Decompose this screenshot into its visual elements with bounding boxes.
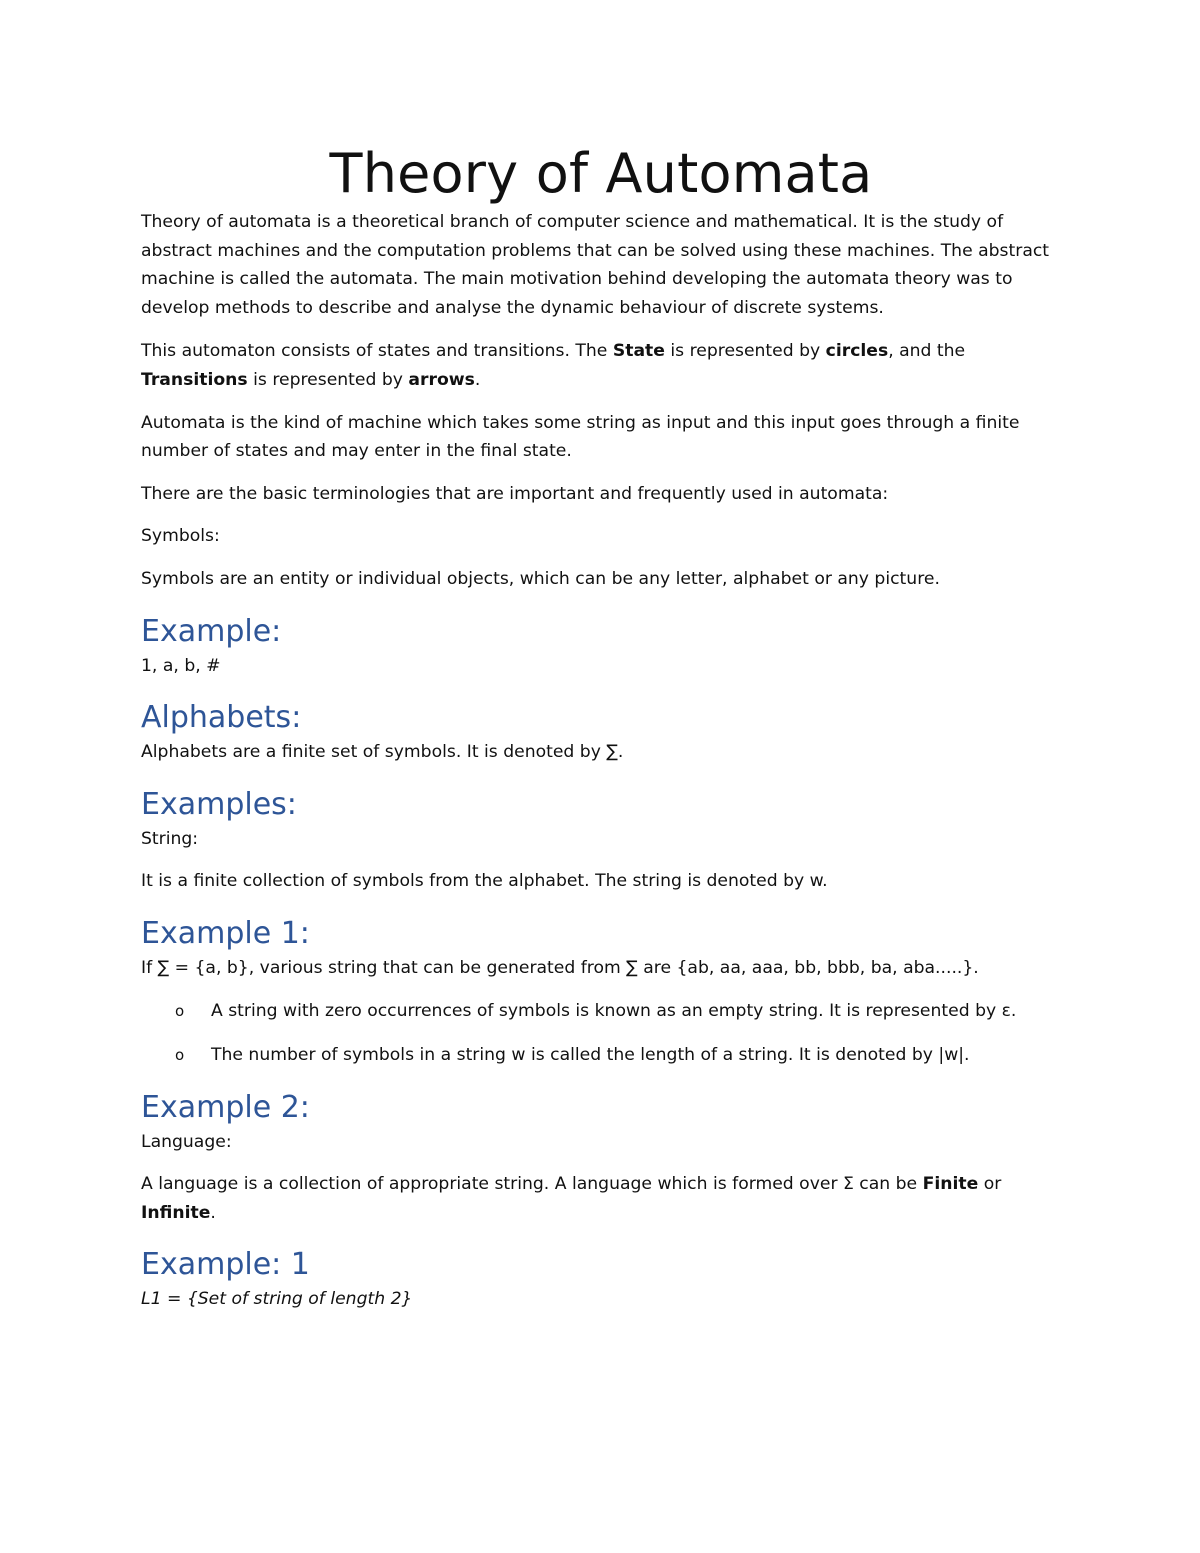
example1-text: If ∑ = {a, b}, various string that can be generated from ∑ are {ab, aa, aaa, bb, bbb, ba, aba.....}.: [141, 957, 979, 978]
finite-bold: Finite: [922, 1174, 979, 1195]
automata-paragraph: Automata is the kind of machine which takes some string as input and this input goes through a finite number of states and may enter in the final state.: [141, 412, 1020, 462]
language-text-2: or: [978, 1174, 1002, 1195]
example-1b-heading: Example: 1: [141, 1247, 310, 1283]
example-heading: Example:: [141, 613, 282, 649]
intro-paragraph: Theory of automata is a theoretical branch of computer science and mathematical. It is the study of abstract machines and the computation problems that can be solved using these machines. The abstract machine is called the automata. The main motivation behind developing the automata theory was to develop methods to describe and analyse the dynamic behaviour of discrete systems.: [141, 212, 1050, 318]
example1-heading: Example 1:: [141, 915, 310, 951]
bullet-marker: o: [175, 1046, 185, 1065]
example-values: 1, a, b, #: [141, 655, 221, 676]
symbols-definition: Symbols are an entity or individual objects, which can be any letter, alphabet or any picture.: [141, 568, 940, 589]
states-text-2: is represented by: [664, 341, 826, 362]
terminology-paragraph: There are the basic terminologies that are important and frequently used in automata:: [141, 483, 889, 504]
example2-heading: Example 2:: [141, 1089, 310, 1125]
language-text-3: .: [210, 1202, 216, 1223]
bullet-marker: o: [175, 1001, 185, 1020]
language-text-1: A language is a collection of appropriate string. A language which is formed over Σ can be: [141, 1174, 923, 1195]
list-item: [141, 997, 1061, 1026]
states-text-5: .: [474, 369, 481, 390]
string-bullet-list: [141, 997, 1061, 1070]
language-definition: [141, 1170, 1061, 1227]
string-label: String:: [141, 828, 199, 849]
infinite-bold: Infinite: [141, 1202, 211, 1223]
state-bold: State: [612, 341, 665, 362]
string-definition: It is a finite collection of symbols from the alphabet. The string is denoted by w.: [141, 871, 828, 892]
document-page: [141, 140, 1061, 1328]
bullet-text: A string with zero occurrences of symbols is known as an empty string. It is represented by ε.: [211, 1000, 1017, 1021]
arrows-bold: arrows: [408, 369, 475, 390]
circles-bold: circles: [825, 341, 889, 362]
symbols-label: Symbols:: [141, 526, 220, 547]
list-item: [141, 1041, 1061, 1070]
states-text-3: , and the: [888, 341, 966, 362]
bullet-text: The number of symbols in a string w is called the length of a string. It is denoted by |w|.: [211, 1045, 970, 1066]
states-text-1: This automaton consists of states and transitions. The: [141, 341, 613, 362]
alphabets-definition: Alphabets are a finite set of symbols. It is denoted by ∑.: [141, 742, 624, 763]
language-label: Language:: [141, 1131, 232, 1152]
states-paragraph: [141, 337, 1061, 394]
examples-heading: Examples:: [141, 786, 297, 822]
transitions-bold: Transitions: [141, 369, 248, 390]
document-title: Theory of Automata: [329, 142, 873, 205]
alphabets-heading: Alphabets:: [141, 700, 302, 736]
states-text-4: is represented by: [247, 369, 409, 390]
l1-definition: L1 = {Set of string of length 2}: [141, 1289, 413, 1310]
